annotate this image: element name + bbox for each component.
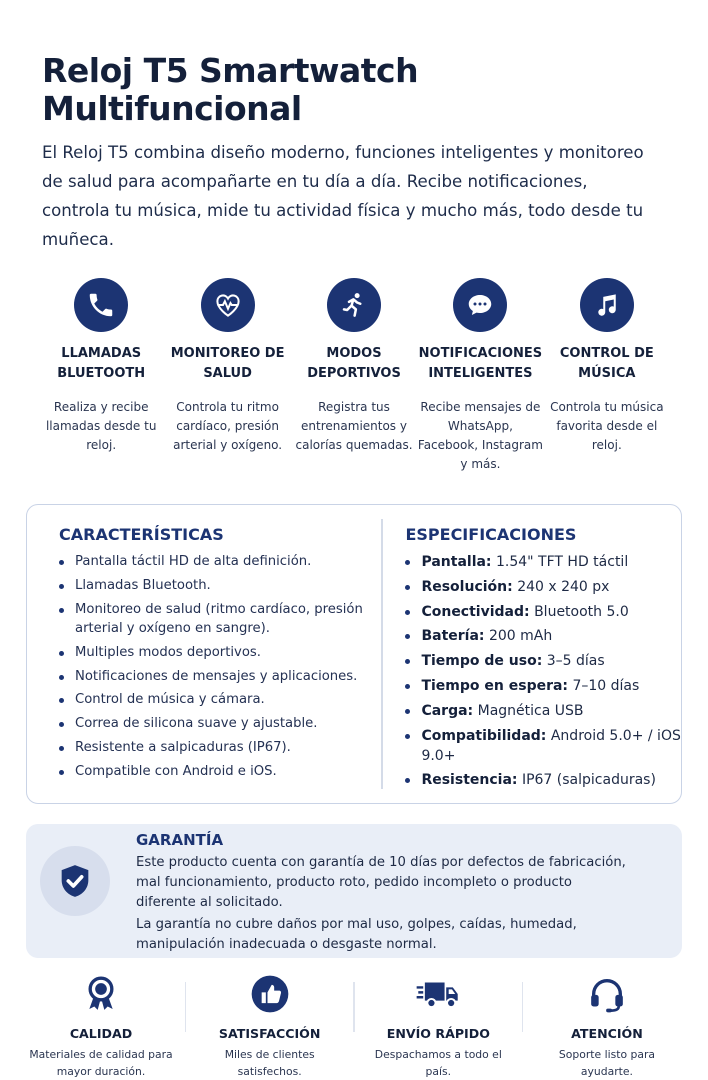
benefit-quality	[26, 972, 176, 1080]
spec-item	[405, 676, 681, 696]
list-item: Llamadas Bluetooth.	[59, 576, 381, 596]
chat-bubble-icon	[453, 278, 507, 332]
page-title: Reloj T5 Smartwatch Multifuncional	[42, 51, 419, 128]
delivery-truck-icon	[363, 972, 513, 1014]
spec-item	[405, 770, 681, 790]
warranty-coverage: Este producto cuenta con garantía de 10 días por defectos de fabricación, mal funcionamiento, producto roto, pedido incompleto o producto diferente al solicitado.	[136, 855, 626, 910]
list-item: Pantalla táctil HD de alta definición.	[59, 552, 381, 572]
divider	[522, 982, 524, 1032]
benefit-satisfaction	[195, 972, 345, 1080]
specifications-heading: ESPECIFICACIONES	[405, 525, 577, 544]
feature-desc: Controla tu música favorita desde el reloj.	[550, 400, 664, 452]
feature-title: MODOS DEPORTIVOS	[307, 346, 401, 381]
spec-item	[405, 602, 681, 622]
intro-text: El Reloj T5 combina diseño moderno, funciones inteligentes y monitoreo de salud para acompañarte en tu día a día. Recibe notificaciones, controla tu música, mide tu actividad física y mucho más, todo desde tu muñeca.	[42, 143, 644, 249]
spec-key: Resolución:	[421, 578, 513, 595]
spec-value: 3–5 días	[546, 653, 605, 670]
column-divider	[381, 519, 383, 789]
feature-music-control	[544, 278, 670, 474]
list-item: Monitoreo de salud (ritmo cardíaco, presión arterial y oxígeno en sangre).	[59, 600, 381, 639]
award-medal-icon	[26, 972, 176, 1014]
feature-health-monitor	[164, 278, 290, 474]
spec-item	[405, 726, 681, 766]
benefit-desc: Despachamos a todo el país.	[374, 1048, 502, 1078]
feature-desc: Registra tus entrenamientos y calorías quemadas.	[295, 400, 413, 452]
spec-value: IP67 (salpicaduras)	[521, 772, 656, 789]
heart-pulse-icon	[201, 278, 255, 332]
warranty-text	[110, 824, 630, 958]
warranty-exclusions: La garantía no cubre daños por mal uso, golpes, caídas, humedad, manipulación inadecuada o desgaste normal.	[136, 917, 577, 952]
list-item: Control de música y cámara.	[59, 690, 381, 710]
characteristics-heading: CARACTERÍSTICAS	[59, 525, 224, 544]
running-icon	[327, 278, 381, 332]
spec-item	[405, 626, 681, 646]
headset-icon	[532, 972, 682, 1014]
benefit-title: ENVÍO RÁPIDO	[386, 1026, 490, 1041]
feature-desc: Realiza y recibe llamadas desde tu reloj.	[45, 400, 157, 452]
divider	[353, 982, 355, 1032]
spec-item	[405, 701, 681, 721]
spec-value: 240 x 240 px	[517, 578, 610, 595]
spec-key: Tiempo en espera:	[421, 677, 569, 694]
benefit-title: ATENCIÓN	[571, 1026, 643, 1041]
list-item: Multiples modos deportivos.	[59, 643, 381, 663]
spec-value: 7–10 días	[572, 677, 640, 694]
list-item: Correa de silicona suave y ajustable.	[59, 714, 381, 734]
shield-check-icon	[40, 846, 110, 916]
spec-key: Resistencia:	[421, 772, 518, 789]
feature-desc: Recibe mensajes de WhatsApp, Facebook, Instagram y más.	[417, 400, 543, 471]
specs-column	[381, 505, 681, 803]
characteristics-list	[59, 552, 381, 781]
spec-key: Conectividad:	[421, 603, 530, 620]
feature-title: LLAMADAS BLUETOOTH	[57, 346, 146, 381]
benefit-desc: Soporte listo para ayudarte.	[558, 1048, 656, 1078]
features-list-column	[27, 505, 381, 803]
list-item: Notificaciones de mensajes y aplicaciones.	[59, 667, 381, 687]
spec-key: Compatibilidad:	[421, 727, 547, 744]
spec-value: 200 mAh	[488, 628, 553, 645]
feature-bluetooth-calls	[38, 278, 164, 474]
feature-title: MONITOREO DE SALUD	[170, 346, 285, 381]
spec-value: Android 5.0+ / iOS 9.0+	[421, 727, 681, 764]
feature-sport-modes	[291, 278, 417, 474]
benefit-desc: Materiales de calidad para mayor duración.	[29, 1048, 173, 1078]
benefit-title: CALIDAD	[69, 1026, 133, 1041]
feature-title: CONTROL DE MÚSICA	[559, 346, 654, 381]
specs-panel	[26, 504, 682, 804]
feature-desc: Controla tu ritmo cardíaco, presión arterial y oxígeno.	[173, 400, 283, 452]
spec-value: Bluetooth 5.0	[534, 603, 629, 620]
benefit-fast-shipping	[363, 972, 513, 1080]
feature-smart-notifications	[417, 278, 543, 474]
specifications-list	[405, 552, 681, 790]
spec-key: Batería:	[421, 628, 485, 645]
benefits-row	[26, 958, 682, 1080]
spec-key: Pantalla:	[421, 554, 492, 570]
warranty-heading: GARANTÍA	[136, 831, 224, 849]
thumbs-up-icon	[195, 972, 345, 1014]
list-item: Compatible con Android e iOS.	[59, 762, 381, 782]
feature-title: NOTIFICACIONES INTELIGENTES	[418, 346, 543, 381]
benefit-title: SATISFACCIÓN	[218, 1026, 321, 1041]
spec-item	[405, 651, 681, 671]
warranty-panel	[26, 824, 682, 958]
spec-value: Magnética USB	[477, 702, 584, 719]
divider	[185, 982, 187, 1032]
spec-key: Carga:	[421, 702, 474, 719]
benefit-support	[532, 972, 682, 1080]
spec-value: 1.54" TFT HD táctil	[496, 554, 629, 570]
music-note-icon	[580, 278, 634, 332]
spec-key: Tiempo de uso:	[421, 653, 543, 670]
phone-icon	[74, 278, 128, 332]
list-item: Resistente a salpicaduras (IP67).	[59, 738, 381, 758]
spec-item	[405, 552, 681, 572]
benefit-desc: Miles de clientes satisfechos.	[224, 1048, 315, 1078]
spec-item	[405, 577, 681, 597]
features-row	[26, 254, 682, 474]
